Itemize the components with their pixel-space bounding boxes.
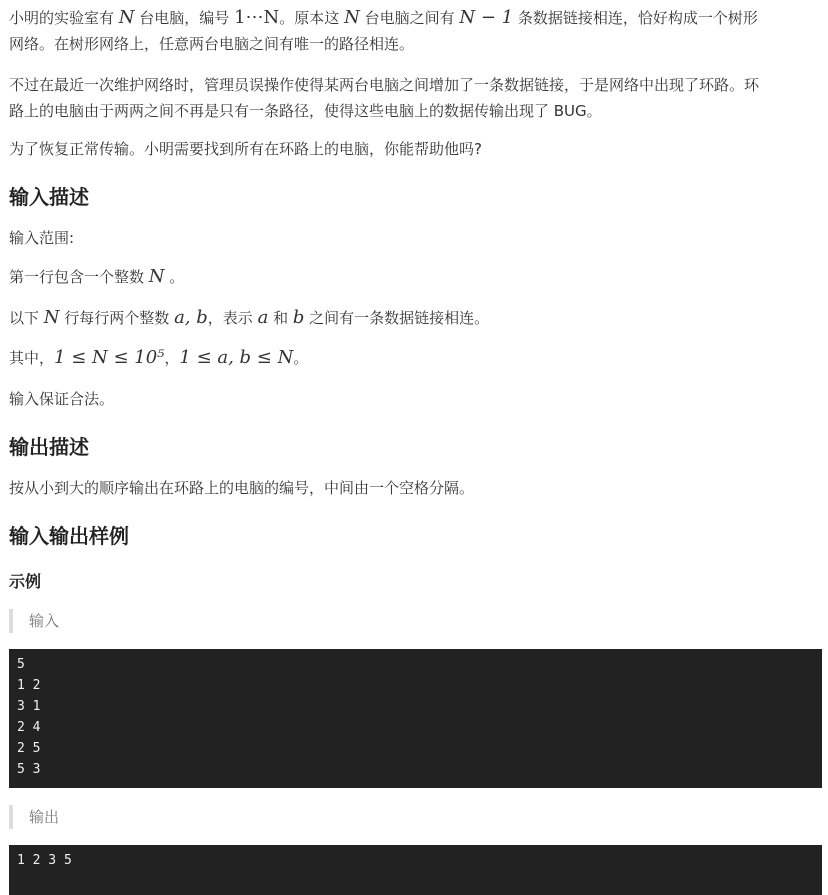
input-line-2 [9,305,822,331]
math-constraint-n: 1 ≤ N ≤ 10⁵ [54,347,165,368]
input-text: ，表示 [207,309,258,327]
input-text: 以下 [9,309,44,327]
input-line-3 [9,345,822,371]
math-n: N [344,7,360,28]
desc-text: 。原本这 [279,9,345,27]
input-text: 行每行两个整数 [59,309,175,327]
desc-text: 不过在最近一次维护网络时，管理员误操作使得某两台电脑之间增加了一条数据链接，于是网络中出现了环路。环 [9,76,760,94]
math-b: b [292,307,305,328]
input-range-label: 输入范围: [9,229,75,247]
math-range: 1⋯N [234,7,280,28]
description-paragraph-2 [9,72,822,124]
output-description-heading: 输出描述 [9,435,89,459]
description-paragraph-1 [9,5,822,57]
example-title: 示例 [9,572,42,591]
output-description-text: 按从小到大的顺序输出在环路上的电脑的编号，中间由一个空格分隔。 [9,479,475,497]
math-n: N [43,307,60,328]
sample-output-code[interactable]: 1 2 3 5 [9,845,822,895]
input-text: ， [164,349,180,367]
input-line-1 [9,264,822,290]
samples-heading: 输入输出样例 [9,524,129,548]
input-text: 其中， [9,349,55,367]
input-text: 和 [268,309,293,327]
input-guarantee: 输入保证合法。 [9,390,115,408]
math-n: N [148,266,165,287]
desc-text: 网络。在树形网络上，任意两台电脑之间有唯一的路径相连。 [9,35,415,53]
sample-output-label: 输出 [9,805,822,829]
math-n-minus-1: N − 1 [459,7,514,28]
math-a: a [257,307,269,328]
desc-text: 条数据链接相连，恰好构成一个树形 [513,9,758,27]
input-text: 。 [293,349,309,367]
input-text: 第一行包含一个整数 [9,268,149,286]
desc-text: 台电脑，编号 [134,9,235,27]
sample-input-code[interactable]: 5 1 2 3 1 2 4 2 5 5 3 [9,649,822,788]
math-a-b: a, b [174,307,208,328]
description-paragraph-3: 为了恢复正常传输。小明需要找到所有在环路上的电脑，你能帮助他吗? [9,140,482,158]
input-text: 。 [164,268,185,286]
input-description-heading: 输入描述 [9,185,89,209]
sample-input-label: 输入 [9,609,822,633]
math-constraint-ab: 1 ≤ a, b ≤ N [179,347,294,368]
desc-text: 路上的电脑由于两两之间不再是只有一条路径，使得这些电脑上的数据传输出现了 BUG。 [9,102,602,120]
input-text: 之间有一条数据链接相连。 [304,309,490,327]
math-n: N [118,7,135,28]
desc-text: 台电脑之间有 [359,9,460,27]
desc-text: 小明的实验室有 [9,9,119,27]
